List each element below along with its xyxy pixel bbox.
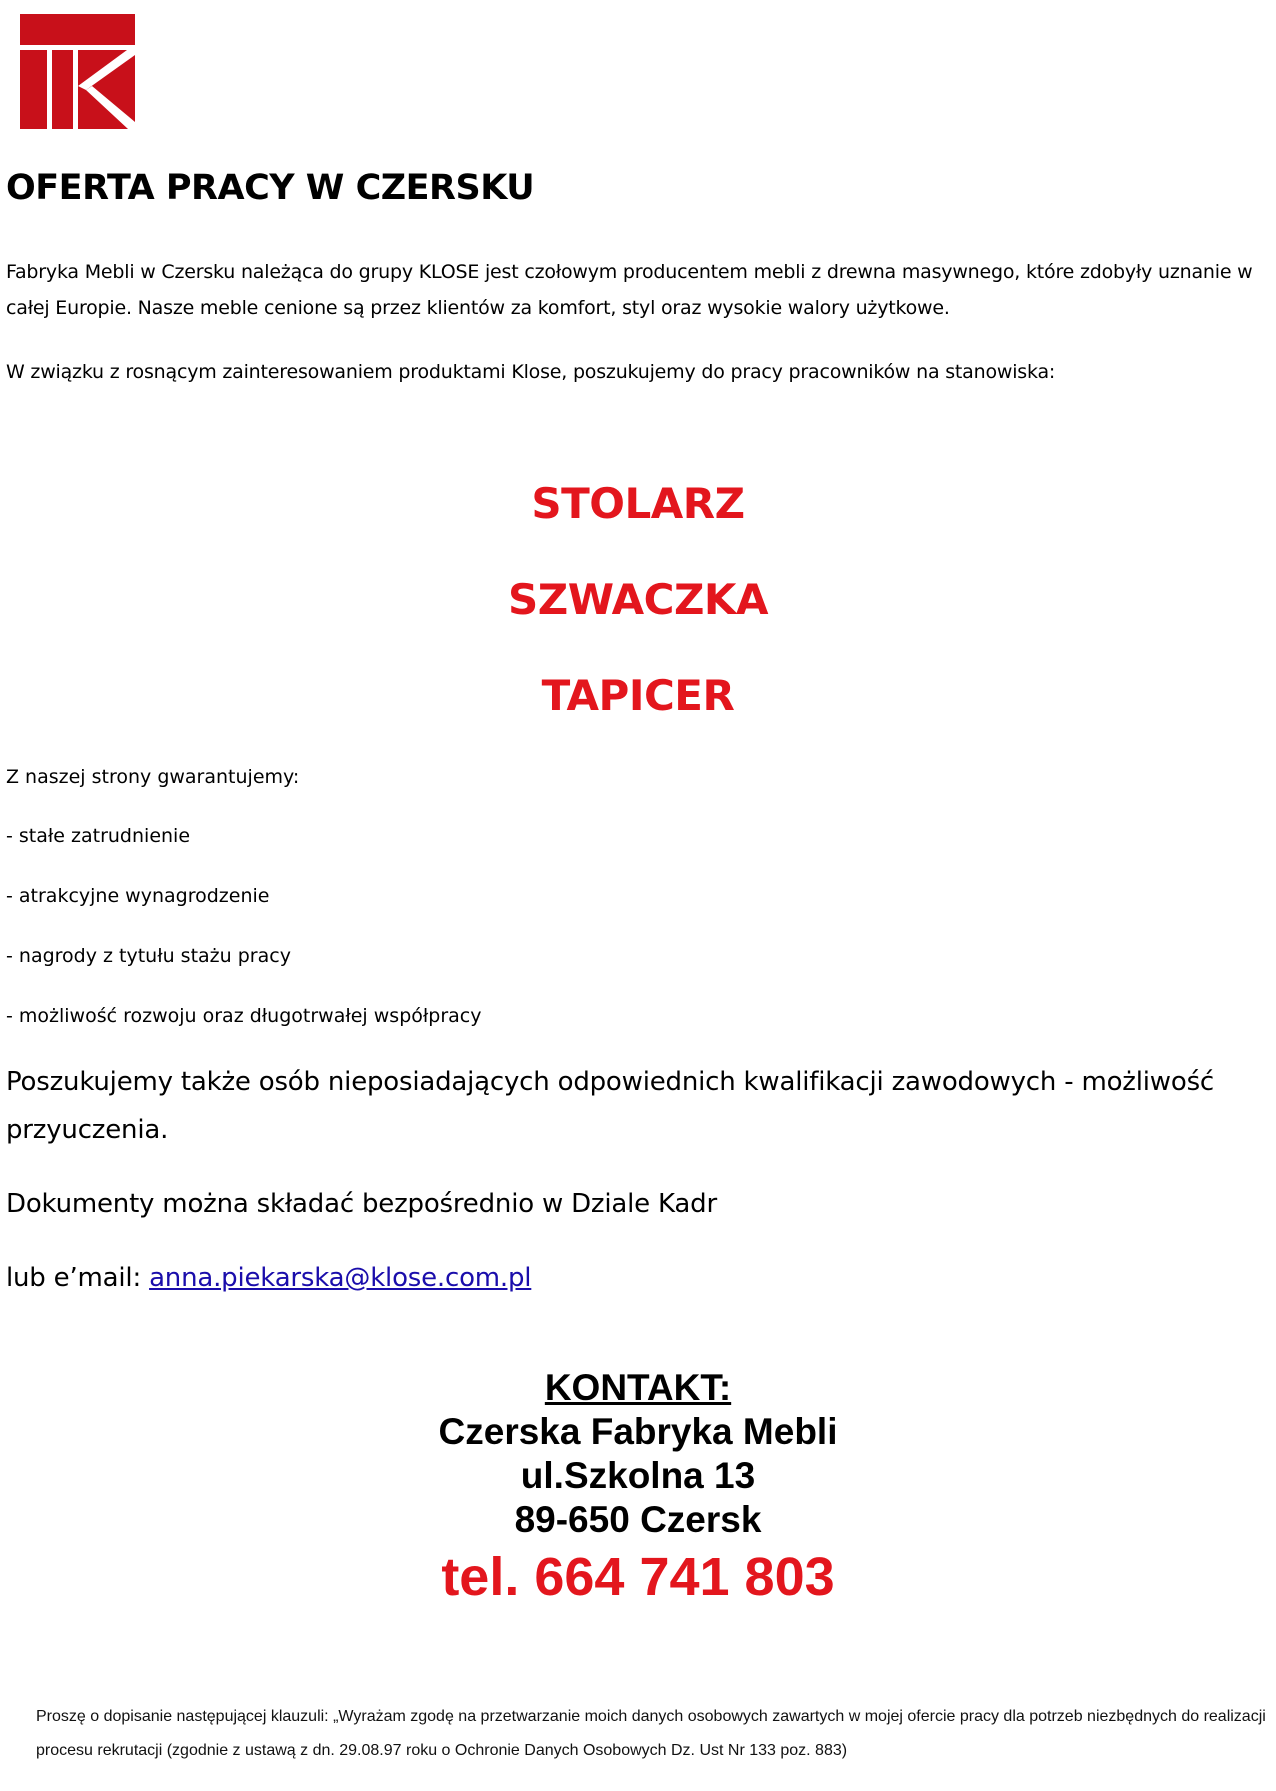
- contact-city: 89-650 Czersk: [514, 1499, 762, 1540]
- position-stolarz: STOLARZ: [531, 479, 745, 528]
- benefit-item: - atrakcyjne wynagrodzenie: [6, 885, 270, 907]
- contact-heading: KONTAKT:: [544, 1367, 732, 1408]
- email-paragraph: [6, 1254, 531, 1302]
- benefit-item: - możliwość rozwoju oraz długotrwałej współpracy: [6, 1005, 482, 1027]
- position-szwaczka: SZWACZKA: [508, 575, 768, 624]
- contact-street: ul.Szkolna 13: [520, 1455, 756, 1496]
- email-prefix: lub e’mail:: [6, 1263, 150, 1293]
- benefit-item: - nagrody z tytułu stażu pracy: [6, 945, 291, 967]
- intro-paragraph: Fabryka Mebli w Czersku należąca do grupy KLOSE jest czołowym producentem mebli z drewna masywnego, które zdobyły uznanie w całej Europie. Nasze meble cenione są przez klientów za komfort, styl oraz wysokie walory użytkowe.: [6, 261, 1253, 319]
- consent-clause: Proszę o dopisanie następującej klauzuli: „Wyrażam zgodę na przetwarzanie moich danych osobowych zawartych w mojej ofercie pracy dla potrzeb niezbędnych do realizacji procesu rekrutacji (zgodnie z ustawą z dn. 29.08.97 roku o Ochronie Danych Osobowych Dz. Ust Nr 133 poz. 883): [36, 1708, 1266, 1759]
- benefits-list: [6, 818, 481, 1058]
- documents-paragraph: Dokumenty można składać bezpośrednio w Dziale Kadr: [6, 1189, 717, 1219]
- contact-block: [0, 1366, 1276, 1612]
- email-link[interactable]: anna.piekarska@klose.com.pl: [149, 1263, 532, 1293]
- positions-intro: W związku z rosnącym zainteresowaniem produktami Klose, poszukujemy do pracy pracowników na stanowiska:: [6, 361, 1056, 383]
- seeking-paragraph: Poszukujemy także osób nieposiadających odpowiednich kwalifikacji zawodowych - możliwość przyuczenia.: [6, 1067, 1215, 1145]
- positions-list: [0, 474, 1276, 762]
- position-tapicer: TAPICER: [541, 671, 735, 720]
- klose-logo: [20, 14, 135, 129]
- page-title: OFERTA PRACY W CZERSKU: [6, 168, 535, 208]
- contact-company: Czerska Fabryka Mebli: [438, 1411, 838, 1452]
- benefit-item: - stałe zatrudnienie: [6, 825, 191, 847]
- guarantee-intro: Z naszej strony gwarantujemy:: [6, 766, 300, 788]
- contact-phone: tel. 664 741 803: [441, 1547, 835, 1607]
